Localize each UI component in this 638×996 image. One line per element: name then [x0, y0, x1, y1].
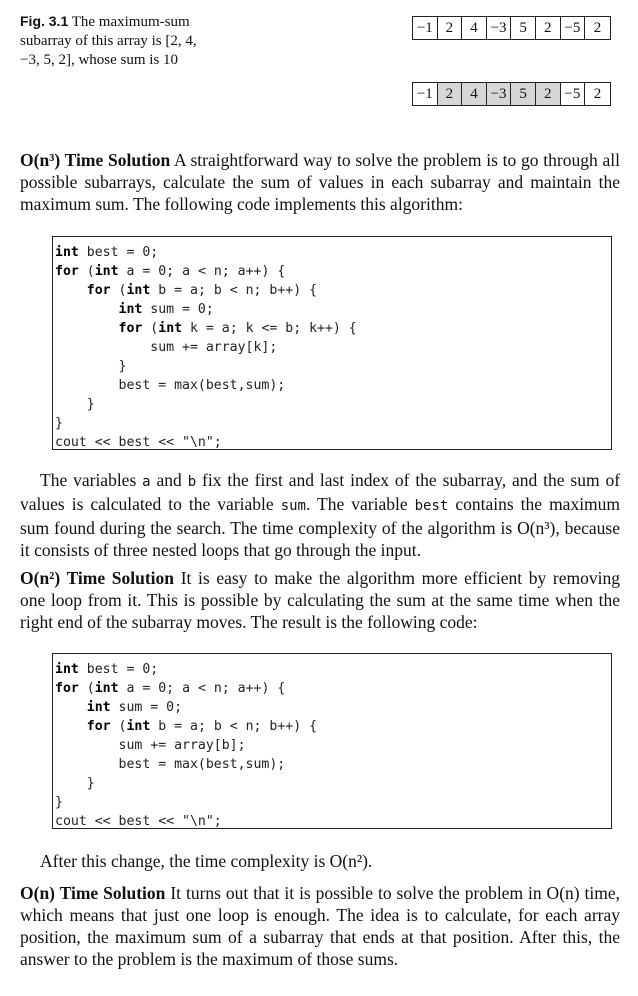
array-cell: 2 — [536, 17, 561, 39]
linear-paragraph — [20, 882, 620, 970]
cubic-text: A straightforward way to solve the problem is to go through all possible subarrays, calculate the sum of values in each subarray and maintain the maximum sum. The following code implements this algorithm: — [20, 150, 620, 214]
array-cell: −5 — [561, 17, 586, 39]
code-cubic: int best = 0; for (int a = 0; a < n; a++) { for (int b = a; b < n; b++) { int sum = 0; for (int k = a; k <= b; k++) { sum += array[k]; } best = max(best,sum); } } cout << best << "\n"; — [55, 245, 357, 450]
cubic-paragraph — [20, 149, 620, 215]
quadratic-after: After this change, the time complexity is O(n²). — [40, 851, 373, 871]
array-cell: 4 — [462, 17, 487, 39]
array-cell: −3 — [487, 83, 512, 105]
quadratic-text: It is easy to make the algorithm more efficient by removing one loop from it. This is possible by calculating the sum at the same time when the right end of the subarray moves. The result is the following code: — [20, 568, 620, 632]
figure-label: Fig. 3.1 — [20, 13, 69, 29]
array-cell: −1 — [413, 17, 438, 39]
array-cell: 2 — [593, 20, 602, 36]
array-cell: −5 — [561, 83, 586, 105]
array-cell: 4 — [462, 83, 487, 105]
array-cell: 2 — [438, 17, 463, 39]
variables-text-1: The variables — [40, 470, 137, 490]
variables-text-3: fix the first and last index of the subarray, and the sum of values is calculated to the variable — [20, 470, 621, 514]
array-cell: 5 — [511, 83, 536, 105]
array-plain — [412, 16, 611, 40]
array-cell: 2 — [593, 86, 602, 102]
figure-caption — [20, 12, 220, 70]
array-cell: −3 — [487, 17, 512, 39]
code-quadratic: int best = 0; for (int a = 0; a < n; a++) { int sum = 0; for (int b = a; b < n; b++) { sum += array[b]; best = max(best,sum); } } cout << best << "\n"; — [55, 662, 318, 829]
code-block-cubic — [52, 236, 612, 450]
var-sum: sum — [280, 498, 306, 514]
array-cell: −1 — [413, 83, 438, 105]
array-cell: 5 — [511, 17, 536, 39]
array-highlighted — [412, 82, 611, 106]
variables-text-5: contains the maximum sum found during the search. The time complexity of the algorithm is O(n³), because it consists of three nested loops that go through the input. — [20, 494, 621, 560]
quadratic-paragraph — [20, 567, 620, 633]
linear-heading: O(n) Time Solution — [20, 883, 166, 903]
code-block-quadratic — [52, 653, 612, 829]
quadratic-heading: O(n²) Time Solution — [20, 568, 175, 588]
variables-paragraph — [20, 469, 620, 561]
variables-text-2: and — [156, 470, 182, 490]
linear-text: It turns out that it is possible to solve the problem in O(n) time, which means that just one loop is enough. The idea is to calculate, for each array position, the maximum sum of a subarray that ends at that position. After this, the answer to the problem is the maximum of those sums. — [20, 883, 621, 969]
var-b: b — [187, 474, 197, 490]
var-a: a — [142, 474, 151, 490]
array-cell: 2 — [438, 83, 463, 105]
cubic-heading: O(n³) Time Solution — [20, 150, 171, 170]
array-cell: 2 — [536, 83, 561, 105]
var-best: best — [414, 498, 449, 514]
figure-caption-text: The maximum-sum subarray of this array is [2, 4, −3, 5, 2], whose sum is 10 — [20, 14, 197, 68]
variables-text-4: . The variable — [305, 494, 408, 514]
